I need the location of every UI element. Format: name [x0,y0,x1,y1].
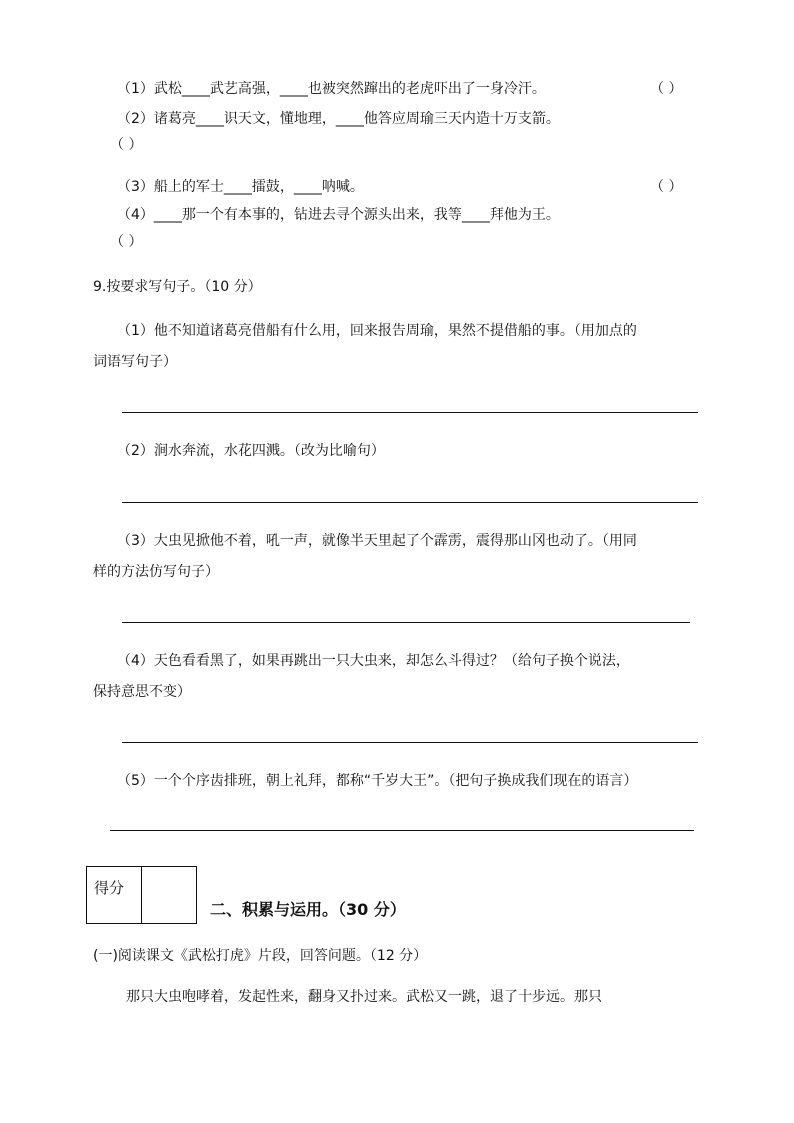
q8-item-2: （2）诸葛亮____识天文，懂地理，____他答应周瑜三天内造十万支箭。 [117,111,560,127]
score-entry-cell[interactable] [142,867,196,923]
answer-line-3[interactable] [122,622,690,623]
answer-paren-1[interactable]: （ ） [650,81,683,97]
passage-line: 那只大虫咆哮着，发起性来，翻身又扑过来。武松又一跳，退了十步远。那只 [126,989,602,1005]
answer-line-1[interactable] [122,412,698,413]
q9-item-1: （1）他不知道诸葛亮借船有什么用，回来报告周瑜，果然不提借船的事。（用加点的 [117,323,637,339]
section-heading: 二、积累与运用。（30 分） [210,900,406,919]
answer-paren-3[interactable]: （ ） [650,179,683,195]
score-box [86,866,197,924]
q8-item-4: （4）____那一个有本事的，钻进去寻个源头出来，我等____拜他为王。 [117,207,560,223]
answer-paren-4[interactable]: （ ） [110,234,143,250]
q9-title: 9.按要求写句子。（10 分） [93,279,262,295]
q9-item-2: （2）涧水奔流，水花四溅。（改为比喻句） [117,443,385,459]
q8-item-1: （1）武松____武艺高强，____也被突然蹿出的老虎吓出了一身冷汗。 [117,81,546,97]
answer-line-4[interactable] [122,742,698,743]
q9-item-1-cont: 词语写句子） [93,354,177,370]
reading-instruction: (一)阅读课文《武松打虎》片段，回答问题。（12 分） [93,948,428,964]
q9-item-3: （3）大虫见掀他不着，吼一声，就像半天里起了个霹雳，震得那山冈也动了。（用同 [117,533,637,549]
q9-item-5: （5）一个个序齿排班，朝上礼拜，都称“千岁大王”。（把句子换成我们现在的语言） [117,773,638,789]
answer-paren-2[interactable]: （ ） [110,137,143,153]
score-label: 得分 [94,879,125,897]
q9-item-4-cont: 保持意思不变） [93,684,191,700]
q8-item-3: （3）船上的军士____擂鼓，____呐喊。 [117,179,364,195]
answer-line-2[interactable] [122,502,698,503]
answer-line-5[interactable] [110,830,694,831]
q9-item-4: （4）天色看看黑了，如果再跳出一只大虫来，却怎么斗得过？（给句子换个说法， [117,653,630,669]
q9-item-3-cont: 样的方法仿写句子） [93,564,219,580]
